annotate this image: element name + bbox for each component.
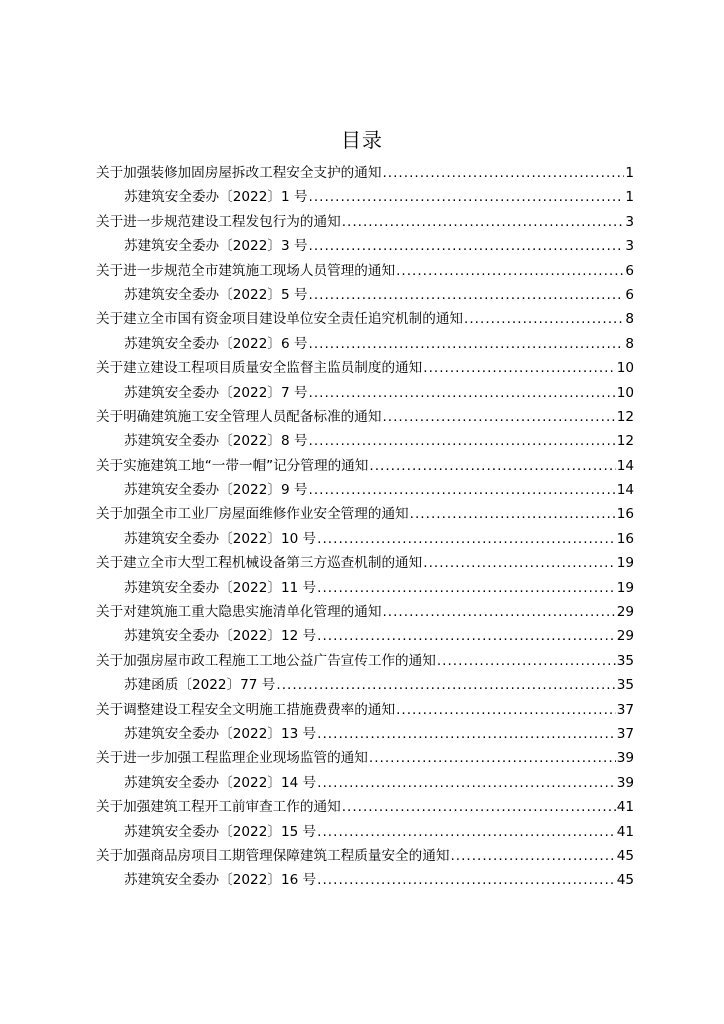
table-of-contents (96, 161, 634, 893)
toc-entry-docnumber[interactable] (96, 185, 634, 209)
toc-entry-docnumber[interactable] (96, 771, 634, 795)
toc-entry-docnumber[interactable] (96, 332, 634, 356)
toc-entry-docnumber[interactable] (96, 283, 634, 307)
dot-leader (369, 746, 616, 770)
toc-entry-docnumber[interactable] (96, 868, 634, 892)
dot-leader (309, 185, 625, 209)
toc-page-number: 45 (616, 847, 634, 864)
toc-entry-text: 苏建筑安全委办〔2022〕8 号 (124, 433, 308, 450)
toc-entry-text: 关于进一步规范建设工程发包行为的通知 (96, 213, 341, 230)
toc-page-number: 8 (625, 335, 634, 352)
toc-entry-text: 苏建筑安全委办〔2022〕13 号 (124, 725, 317, 742)
toc-entry-heading[interactable] (96, 405, 634, 429)
toc-entry-docnumber[interactable] (96, 624, 634, 648)
toc-page-number: 3 (625, 238, 634, 255)
dot-leader (382, 405, 615, 429)
toc-page-number: 39 (616, 774, 634, 791)
toc-entry-heading[interactable] (96, 649, 634, 673)
toc-page-number: 29 (616, 628, 634, 645)
toc-page-number: 16 (616, 530, 634, 547)
toc-entry-text: 关于进一步加强工程监理企业现场监管的通知 (96, 750, 368, 767)
toc-entry-text: 关于加强建筑工程开工前审查工作的通知 (96, 799, 341, 816)
toc-entry-docnumber[interactable] (96, 576, 634, 600)
toc-entry-text: 苏建筑安全委办〔2022〕10 号 (124, 530, 317, 547)
toc-entry-text: 苏建筑安全委办〔2022〕9 号 (124, 482, 308, 499)
dot-leader (309, 478, 616, 502)
toc-entry-heading[interactable] (96, 356, 634, 380)
toc-entry-text: 苏建筑安全委办〔2022〕12 号 (124, 628, 317, 645)
toc-page-number: 41 (616, 823, 634, 840)
toc-entry-heading[interactable] (96, 210, 634, 234)
toc-entry-text: 苏建筑安全委办〔2022〕1 号 (124, 189, 308, 206)
toc-page-number: 1 (625, 189, 634, 206)
toc-page-number: 6 (625, 262, 634, 279)
dot-leader (342, 210, 625, 234)
toc-entry-heading[interactable] (96, 551, 634, 575)
dot-leader (309, 332, 625, 356)
toc-entry-docnumber[interactable] (96, 673, 634, 697)
dot-leader (317, 576, 616, 600)
dot-leader (317, 868, 616, 892)
toc-entry-docnumber[interactable] (96, 429, 634, 453)
toc-page-number: 1 (625, 165, 634, 181)
dot-leader (309, 234, 625, 258)
toc-entry-text: 关于加强商品房项目工期管理保障建筑工程质量安全的通知 (96, 847, 450, 864)
toc-entry-heading[interactable] (96, 161, 634, 185)
dot-leader (317, 771, 616, 795)
toc-page-number: 35 (616, 677, 634, 694)
page-title: 目录 (341, 128, 383, 152)
dot-leader (317, 624, 616, 648)
toc-entry-heading[interactable] (96, 795, 634, 819)
toc-entry-text: 关于明确建筑施工安全管理人员配备标准的通知 (96, 408, 382, 425)
toc-page-number: 10 (616, 360, 634, 377)
toc-page-number: 10 (616, 384, 634, 401)
dot-leader (396, 259, 624, 283)
toc-entry-docnumber[interactable] (96, 478, 634, 502)
toc-entry-text: 苏建筑安全委办〔2022〕16 号 (124, 872, 317, 889)
toc-entry-heading[interactable] (96, 844, 634, 868)
toc-entry-heading[interactable] (96, 746, 634, 770)
toc-entry-text: 苏建筑安全委办〔2022〕11 号 (124, 579, 317, 596)
toc-entry-heading[interactable] (96, 502, 634, 526)
toc-entry-heading[interactable] (96, 307, 634, 331)
toc-entry-docnumber[interactable] (96, 820, 634, 844)
dot-leader (464, 307, 624, 331)
dot-leader (369, 454, 615, 478)
toc-entry-text: 关于对建筑施工重大隐患实施清单化管理的通知 (96, 604, 382, 621)
toc-entry-text: 苏建筑安全委办〔2022〕14 号 (124, 774, 317, 791)
toc-page-number: 29 (616, 604, 634, 621)
toc-entry-text: 苏建筑安全委办〔2022〕3 号 (124, 238, 308, 255)
toc-entry-text: 关于进一步规范全市建筑施工现场人员管理的通知 (96, 262, 396, 279)
toc-entry-text: 关于加强房屋市政工程施工工地公益广告宣传工作的通知 (96, 652, 436, 669)
dot-leader (317, 722, 616, 746)
toc-page-number: 12 (616, 433, 634, 450)
toc-entry-text: 关于建立全市大型工程机械设备第三方巡查机制的通知 (96, 555, 423, 572)
toc-entry-text: 苏建筑安全委办〔2022〕6 号 (124, 335, 308, 352)
dot-leader (423, 551, 615, 575)
toc-entry-text: 关于加强装修加固房屋拆改工程安全支护的通知 (96, 165, 382, 181)
toc-page-number: 16 (616, 506, 634, 523)
toc-entry-text: 苏建筑安全委办〔2022〕7 号 (124, 384, 308, 401)
toc-page-number: 41 (616, 799, 634, 816)
dot-leader (317, 527, 616, 551)
dot-leader (309, 429, 616, 453)
toc-entry-text: 关于建立建设工程项目质量安全监督主监员制度的通知 (96, 360, 423, 377)
toc-entry-text: 苏建筑安全委办〔2022〕5 号 (124, 286, 308, 303)
toc-entry-docnumber[interactable] (96, 722, 634, 746)
dot-leader (437, 649, 616, 673)
toc-page-number: 12 (616, 408, 634, 425)
toc-page-number: 37 (616, 725, 634, 742)
dot-leader (342, 795, 616, 819)
toc-entry-text: 苏建筑安全委办〔2022〕15 号 (124, 823, 317, 840)
toc-entry-docnumber[interactable] (96, 234, 634, 258)
toc-page-number: 6 (625, 286, 634, 303)
toc-page-number: 39 (616, 750, 634, 767)
toc-page-number: 45 (616, 872, 634, 889)
dot-leader (276, 673, 615, 697)
toc-page-number: 37 (616, 701, 634, 718)
toc-entry-heading[interactable] (96, 600, 634, 624)
toc-entry-heading[interactable] (96, 454, 634, 478)
toc-page-number: 35 (616, 652, 634, 669)
toc-entry-docnumber[interactable] (96, 527, 634, 551)
dot-leader (309, 283, 625, 307)
toc-entry-text: 苏建函质〔2022〕77 号 (124, 677, 276, 694)
dot-leader (396, 698, 616, 722)
toc-entry-text: 关于建立全市国有资金项目建设单位安全责任追究机制的通知 (96, 311, 464, 328)
toc-page-number: 14 (616, 482, 634, 499)
dot-leader (382, 600, 615, 624)
dot-leader (382, 161, 624, 185)
toc-entry-text: 关于加强全市工业厂房屋面维修作业安全管理的通知 (96, 506, 409, 523)
toc-page-number: 3 (625, 213, 634, 230)
toc-page-number: 14 (616, 457, 634, 474)
toc-entry-text: 关于实施建筑工地“一带一帽”记分管理的通知 (96, 457, 369, 474)
toc-page-number: 19 (616, 555, 634, 572)
dot-leader (317, 820, 616, 844)
toc-page-number: 8 (625, 311, 634, 328)
dot-leader (423, 356, 615, 380)
dot-leader (450, 844, 615, 868)
toc-entry-heading[interactable] (96, 259, 634, 283)
toc-page-number: 19 (616, 579, 634, 596)
dot-leader (410, 502, 616, 526)
dot-leader (309, 381, 616, 405)
toc-entry-docnumber[interactable] (96, 381, 634, 405)
toc-entry-text: 关于调整建设工程安全文明施工措施费费率的通知 (96, 701, 396, 718)
toc-entry-heading[interactable] (96, 698, 634, 722)
